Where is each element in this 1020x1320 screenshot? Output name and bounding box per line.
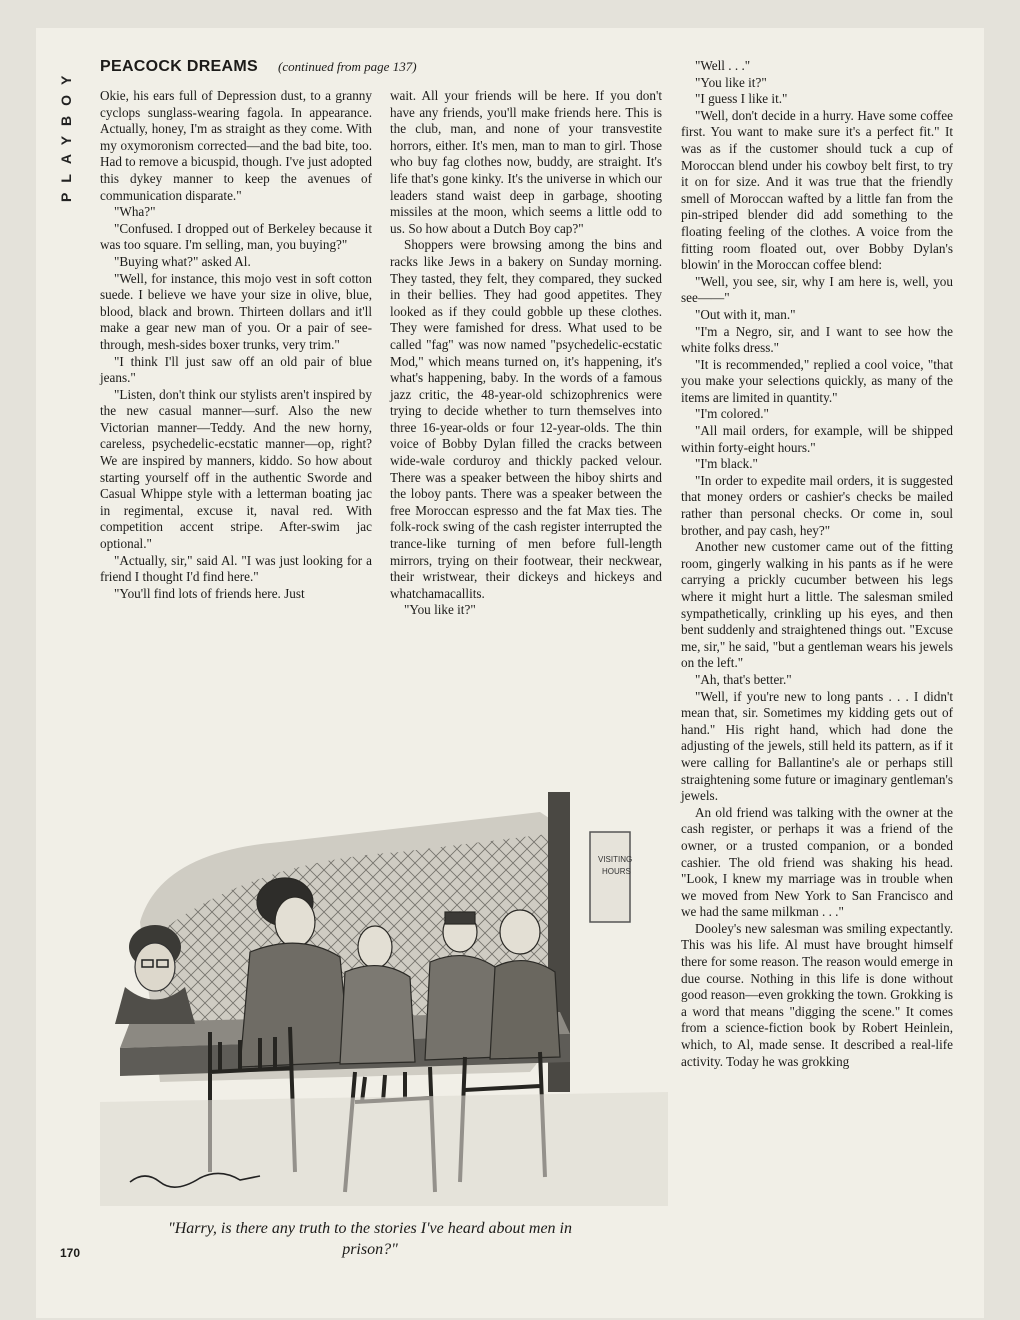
- paragraph: "You like it?": [404, 602, 476, 618]
- paragraph: Okie, his ears full of Depression dust, to a granny cyclops sunglass-wearing fagola. In appearance. Actually, honey, I'm as straight as they come. With my oxymoronism corrected—and the bad bite, too. Had to remove a bicuspid, though. I've just adopted this dykey manner to keep the avenues of communication disparate.": [100, 88, 372, 203]
- paragraph: "Listen, don't think our stylists aren't inspired by the new casual manner—surf. Also the new Victorian manner—Teddy. And the new horny, careless, psychedelic-ecstatic manner—op, right? We are inspired by manners, kiddo. So how about starting yourself off in the authentic Sworde and Casual Whippe style with a letterman boating jac in regimental, excuse it, naval red. With competition accent stripe. After-swim jac optional.": [100, 386, 372, 552]
- paragraph: "Actually, sir," said Al. "I was just looking for a friend I thought I'd find here.": [100, 552, 372, 585]
- magazine-masthead-vertical: [54, 52, 80, 222]
- article-header: [100, 58, 660, 82]
- paragraph: "I'm colored.": [695, 406, 769, 422]
- magazine-name: PLAYBOY: [58, 65, 74, 202]
- paragraph: "All mail orders, for example, will be shipped within forty-eight hours.": [681, 423, 953, 455]
- paragraph: "Out with it, man.": [695, 306, 796, 322]
- paragraph: "You'll find lots of friends here. Just: [114, 585, 305, 601]
- paragraph: An old friend was talking with the owner at the cash register, or perhaps it was a friend of the owner, or a trusted companion, or a bonded cashier. The old friend was shaking his head. "Look, I knew my marriage was in trouble when we moved from New York to San Francisco and we had the same milkman . . .": [681, 804, 953, 920]
- sign-line-2: HOURS: [602, 867, 631, 876]
- article-title: PEACOCK DREAMS: [100, 58, 258, 75]
- paragraph: "You like it?": [695, 74, 767, 90]
- cartoon-caption: "Harry, is there any truth to the stories I've heard about men in prison?": [167, 1220, 572, 1258]
- continued-note: (continued from page 137): [278, 59, 417, 74]
- paragraph: "Confused. I dropped out of Berkeley because it was too square. I'm selling, man, you buying?": [100, 220, 372, 253]
- paragraph: "I guess I like it.": [695, 91, 788, 107]
- paragraph: "I'm a Negro, sir, and I want to see how the white folks dress.": [681, 323, 953, 356]
- paragraph: Shoppers were browsing among the bins and racks like Jews in a bakery on Sunday morning. They tasted, they felt, they compared, they sucked in their bellies. They had good appetites. They looked as if they could gobble up these clothes. They were famished for dress. What used to be called "fag" was now named "psychedelic-ecstatic Mod," which means turned on, it's happening, it's what's happening, baby. In the words of a famous jazz critic, the 48-year-old schizophrenics were trying to decide whether to turn themselves into three 16-year-olds or four 12-year-olds. The thin voice of Bobby Dylan filled the cracks between wide-wale corduroy and thickly packed velour. There was a speaker between the hiboy shirts and the loboy pants. There was a speaker between the free Moroccan espresso and the fat Max ties. The folk-rock swing of the cash register interrupted the trance-like turning of men before full-length mirrors, trying on their footwear, their neckwear, their wristwear, their dickeys and hickeys and whatchamacallits.: [390, 237, 662, 601]
- paragraph: "Well, don't decide in a hurry. Have some coffee first. You want to make sure it's a perfect fit." It was as if the customer should tuck a cup of Moroccan blend under his cowboy belt first, to try it on for size. And it was true that the friendly smell of Moroccan wafted by a little fan from the pin-striped blender did add something to the floating feeling of the clothes. A voice from the fitting room floated out, over Bobby Dylan's blowin' in the Moroccan coffee blend:: [681, 107, 953, 273]
- paragraph: "Ah, that's better.": [695, 671, 792, 687]
- paragraph: "Buying what?" asked Al.: [114, 253, 251, 269]
- text-column-3: [681, 58, 953, 1070]
- paragraph: "I'm black.": [695, 456, 758, 472]
- page-number: 170: [60, 1246, 81, 1260]
- cartoon-illustration: [100, 772, 668, 1206]
- paragraph: wait. All your friends will be here. If you don't have any friends, you'll make friends here. This is the club, man, and none of your transvestite horrors, either. It's men, man to man to girl. Those who buy fag clothes now, buddy, are straight. It's life that's gone kinky. It's the universe in which our leaders stand waist deep in garbage, shooting missiles at the moon, which seems a little odd to us. So how about a Dutch Boy cap?": [390, 88, 662, 236]
- sign-line-1: VISITING: [598, 855, 633, 864]
- text-column-2: [390, 88, 662, 619]
- paragraph: "Well, for instance, this mojo vest in soft cotton suede. I believe we have your size in olive, blue, blood, black and brown. Thirteen dollars and it'll make a gear new man of you. Or a pair of see-through, mesh-sides boxer trunks, very trim.": [100, 270, 372, 352]
- paragraph: "Wha?": [114, 204, 156, 220]
- text-column-1: [100, 88, 372, 602]
- paragraph: "It is recommended," replied a cool voice, "that you make your selections quickly, as many of the items are limited in quantity.": [681, 356, 953, 405]
- paragraph: "Well, if you're new to long pants . . . I didn't mean that, sir. Sometimes my kidding gets out of hand." His right hand, which had done the adjusting of the jewels, still held its pattern, as if it were calling for Ballantine's ale or perhaps still straightening some future or imaginary gentleman's jewels.: [681, 688, 953, 804]
- paragraph: Dooley's new salesman was smiling expectantly. This was his life. Al must have brought himself there for some reason. The reason would emerge in due course. Nothing in this life is done without good reason—even grokking the town. Grokking is a word that means "digging the scene." It comes from a science-fiction book by Robert Heinlein, which, to Al, made sense. It described a real-life activity. Today he was grokking: [681, 920, 953, 1069]
- paragraph: "Well . . .": [695, 58, 751, 73]
- paragraph: "I think I'll just saw off an old pair of blue jeans.": [100, 353, 372, 386]
- paragraph: Another new customer came out of the fitting room, gingerly walking in his pants as if he were carrying a prickly cucumber between his legs where it might hurt a little. The salesman smiled sympathetically, crinkling up his eyes, and then bent suddenly and straightened things out. "Excuse me, sir," he said, "but a gentleman wears his jewels on the left.": [681, 539, 953, 671]
- paragraph: "Well, you see, sir, why I am here is, well, you see——": [681, 273, 953, 306]
- paragraph: "In order to expedite mail orders, it is suggested that money orders or cashier's checks be mailed rather than personal checks. Or come in, soul brother, and pay cash, hey?": [681, 472, 953, 538]
- cartoon-drawing: [100, 772, 668, 1206]
